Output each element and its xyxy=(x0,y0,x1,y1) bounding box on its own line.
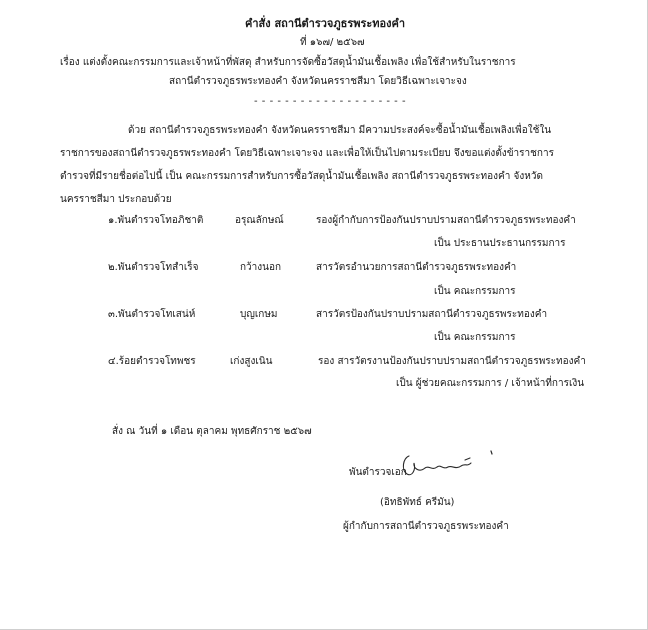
body-line-2: ราชการของสถานีตำรวจภูธรพระทองคำ โดยวิธีเฉพาะเจาะจง และเพื่อให้เป็นไปตามระเบียบ จึงขอแต่งตั้งข้าราชการ xyxy=(60,148,554,159)
member-4-name: ๔.ร้อยตำรวจโทพชร xyxy=(108,356,196,367)
member-2-position: สารวัตรอำนวยการสถานีตำรวจภูธรพระทองคำ xyxy=(316,262,517,273)
signer-name: (อิทธิพัทธ์ ครีมัน) xyxy=(380,497,455,508)
signer-title: ผู้กำกับการสถานีตำรวจภูธรพระทองคำ xyxy=(343,521,509,532)
order-title: คำสั่ง สถานีตำรวจภูธรพระทองคำ xyxy=(245,17,406,30)
member-2-surname: กว้างนอก xyxy=(240,262,282,273)
member-3-role: เป็น คณะกรรมการ xyxy=(434,332,516,343)
divider-line: - - - - - - - - - - - - - - - - - - - - xyxy=(254,96,407,107)
member-3-name: ๓.พันตำรวจโทเสน่ห์ xyxy=(108,309,196,320)
member-4-role: เป็น ผู้ช่วยคณะกรรมการ / เจ้าหน้าที่การเงิน xyxy=(396,378,585,389)
body-line-4: นครราชสีมา ประกอบด้วย xyxy=(60,194,172,205)
member-2-role: เป็น คณะกรรมการ xyxy=(434,286,516,297)
member-1-name: ๑.พันตำรวจโทอภิชาติ xyxy=(108,215,204,226)
subject-line-2: สถานีตำรวจภูธรพระทองคำ จังหวัดนครราชสีมา โดยวิธีเฉพาะเจาะจง xyxy=(169,76,467,87)
member-4-position: รอง สารวัตรงานป้องกันปราบปรามสถานีตำรวจภูธรพระทองคำ xyxy=(318,356,586,367)
member-3-position: สารวัตรป้องกันปราบปรามสถานีตำรวจภูธรพระทองคำ xyxy=(316,309,548,320)
member-2-name: ๒.พันตำรวจโทสำเร็จ xyxy=(108,262,199,273)
member-1-role: เป็น ประธานประธานกรรมการ xyxy=(434,238,566,249)
subject-line-1: เรื่อง แต่งตั้งคณะกรรมการและเจ้าหน้าที่พัสดุ สำหรับการจัดซื้อวัสดุน้ำมันเชื้อเพลิง เพื่อใช้สำหรับในราชการ xyxy=(60,57,516,68)
signer-rank: พันตำรวจเอก xyxy=(349,467,407,478)
member-1-position: รองผู้กำกับการป้องกันปราบปรามสถานีตำรวจภูธรพระทองคำ xyxy=(316,215,576,226)
order-date: สั่ง ณ วันที่ ๑ เดือน ตุลาคม พุทธศักราช ๒๕๖๗ xyxy=(112,426,312,437)
handwritten-signature xyxy=(395,446,505,486)
member-4-surname: เก่งสูงเนิน xyxy=(230,356,273,367)
order-number: ที่ ๑๖๗/ ๒๕๖๗ xyxy=(300,37,365,48)
member-3-surname: บุญเกษม xyxy=(240,309,278,320)
body-line-3: ตำรวจที่มีรายชื่อต่อไปนี้ เป็น คณะกรรมการสำหรับการซื้อวัสดุน้ำมันเชื้อเพลิง สถานีตำรวจภูธรพระทองคำ จังหวัด xyxy=(60,171,543,182)
body-line-1: ด้วย สถานีตำรวจภูธรพระทองคำ จังหวัดนครราชสีมา มีความประสงค์จะซื้อน้ำมันเชื้อเพลิงเพื่อใช้ใน xyxy=(128,125,552,136)
member-1-surname: อรุณลักษณ์ xyxy=(235,215,284,226)
